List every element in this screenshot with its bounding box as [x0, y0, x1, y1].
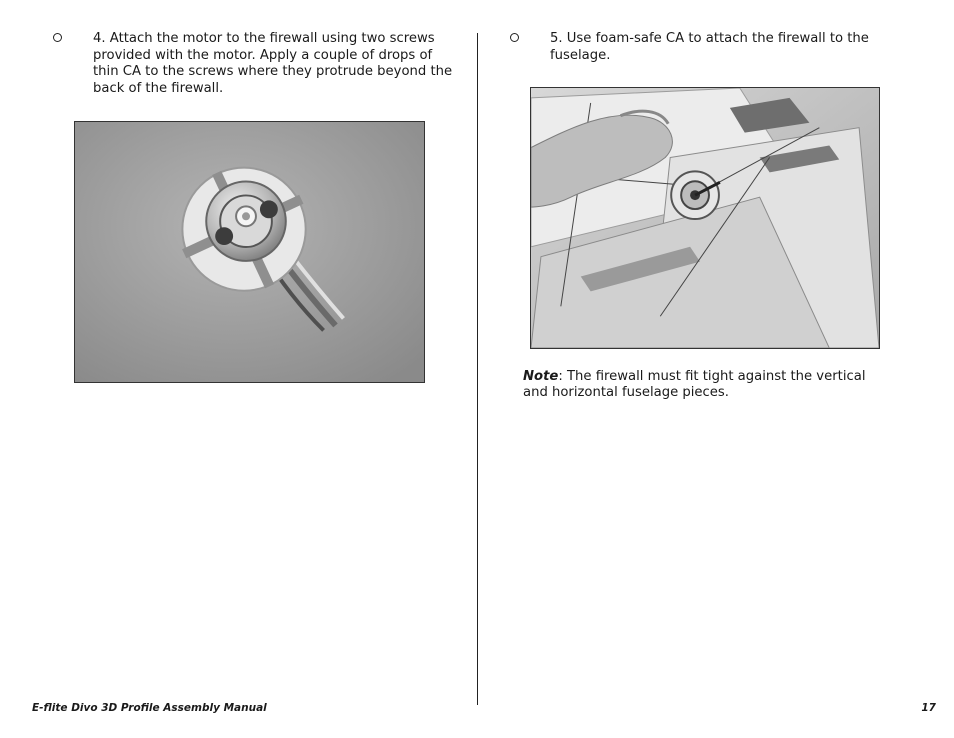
footer-page-number: 17	[921, 702, 936, 714]
note-text: : The firewall must fit tight against the vertical and horizontal fuselage pieces.	[523, 369, 866, 400]
checkbox-circle-icon[interactable]	[53, 33, 62, 42]
note-paragraph	[523, 369, 883, 400]
column-divider	[477, 33, 478, 705]
motor-firewall-photo	[74, 121, 425, 383]
note-label: Note	[523, 369, 559, 384]
fuselage-firewall-photo	[530, 87, 880, 349]
footer-manual-title: E-flite Divo 3D Profile Assembly Manual	[32, 702, 267, 714]
checkbox-circle-icon[interactable]	[510, 33, 519, 42]
step-5-text: 5. Use foam-safe CA to attach the firewall to the fuselage.	[550, 31, 869, 63]
step-4-text: 4. Attach the motor to the firewall using two screws provided with the motor. Apply a couple of drops of thin CA to the screws where they protrude beyond the back of the firewall.	[93, 31, 453, 96]
